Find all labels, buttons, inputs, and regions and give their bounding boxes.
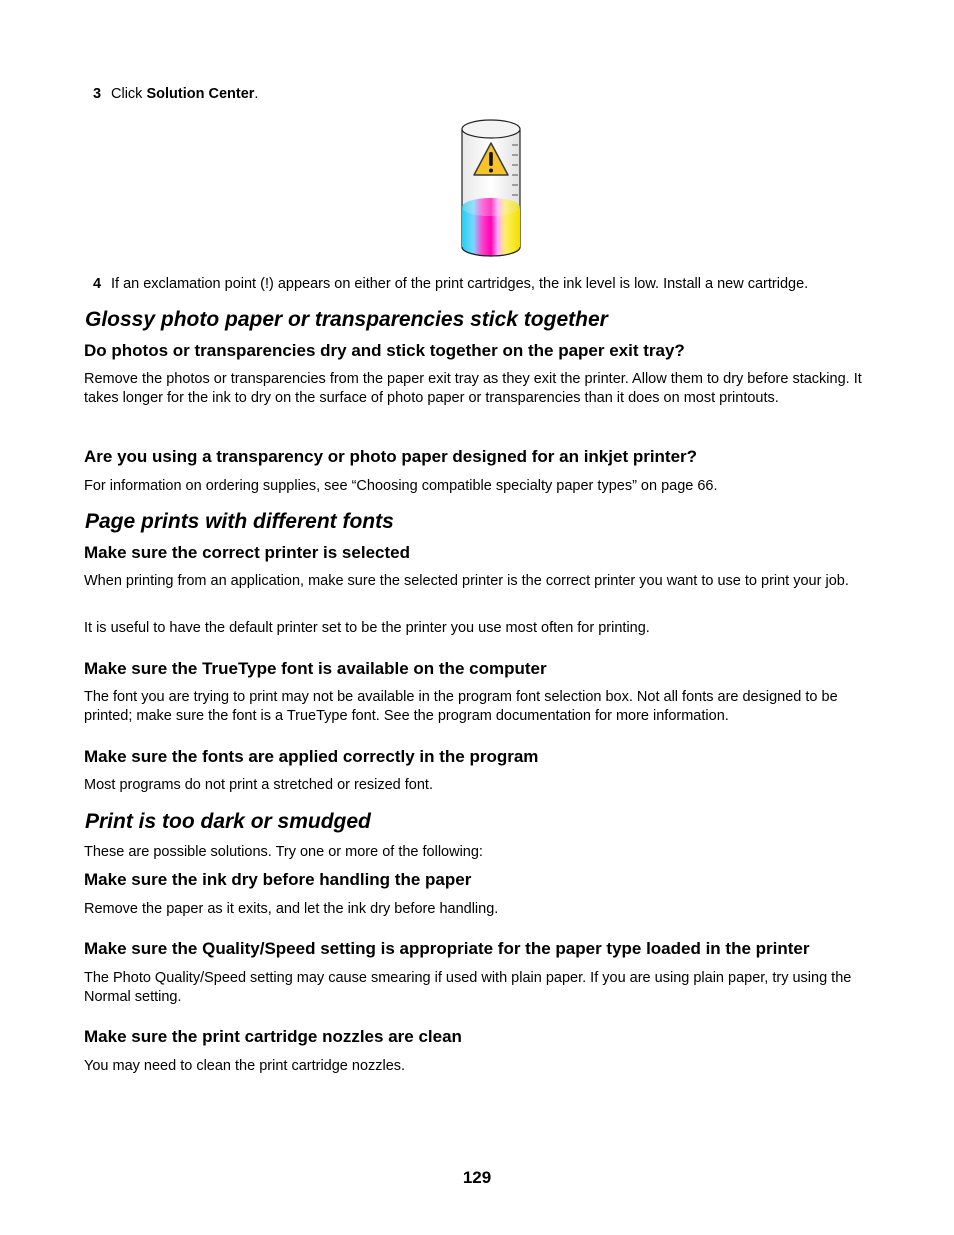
page-number: 129 — [462, 1168, 492, 1187]
subheading-dry-stick: Do photos or transparencies dry and stick together on the paper exit tray? — [84, 341, 685, 360]
paragraph: You may need to clean the print cartridge nozzles. — [84, 1058, 406, 1074]
paragraph: For information on ordering supplies, see “Choosing compatible specialty paper types” on page 66. — [84, 478, 718, 494]
paragraph: When printing from an application, make sure the selected printer is the correct printer you want to use to print your job. — [84, 573, 849, 589]
subheading-fonts-applied: Make sure the fonts are applied correctly in the program — [84, 747, 539, 766]
solution-center-label: Solution Center — [146, 86, 255, 102]
step-text: If an exclamation point (!) appears on either of the print cartridges, the ink level is low. Install a new cartridge. — [111, 276, 809, 292]
step-3: 3 Click Solution Center. — [93, 86, 259, 102]
paragraph: The Photo Quality/Speed setting may cause smearing if used with plain paper. If you are using plain paper, try using the Normal setting. — [84, 970, 852, 1005]
step-text: Click — [111, 86, 147, 102]
step-number: 3 — [93, 86, 102, 102]
step-4 — [93, 275, 893, 294]
subheading-correct-printer: Make sure the correct printer is selected — [84, 543, 410, 562]
subheading-truetype: Make sure the TrueType font is available on the computer — [84, 659, 547, 678]
paragraph: The font you are trying to print may not be available in the program font selection box. Not all fonts are designed to be printed; make sure the font is a TrueType font. See the program documentation for more information. — [84, 689, 838, 724]
section-heading-dark-smudged: Print is too dark or smudged — [85, 810, 371, 833]
paragraph: These are possible solutions. Try one or more of the following: — [84, 844, 483, 860]
section-heading-glossy: Glossy photo paper or transparencies stick together — [85, 308, 608, 331]
subheading-inkjet-paper: Are you using a transparency or photo paper designed for an inkjet printer? — [84, 447, 698, 466]
subheading-nozzles: Make sure the print cartridge nozzles are clean — [84, 1027, 462, 1046]
ink-cartridge-warning-icon — [455, 115, 527, 265]
subheading-ink-dry: Make sure the ink dry before handling the paper — [84, 870, 472, 889]
paragraph: It is useful to have the default printer set to be the printer you use most often for printing. — [84, 620, 650, 636]
paragraph: Remove the photos or transparencies from the paper exit tray as they exit the printer. Allow them to dry before stacking. It takes longer for the ink to dry on the surface of photo paper or transparencies than it does on most printouts. — [84, 371, 862, 406]
section-heading-fonts: Page prints with different fonts — [85, 510, 394, 533]
subheading-quality-speed: Make sure the Quality/Speed setting is appropriate for the paper type loaded in the printer — [84, 939, 810, 958]
step-number: 4 — [93, 276, 102, 292]
paragraph: Most programs do not print a stretched or resized font. — [84, 777, 433, 793]
paragraph: Remove the paper as it exits, and let the ink dry before handling. — [84, 901, 499, 917]
